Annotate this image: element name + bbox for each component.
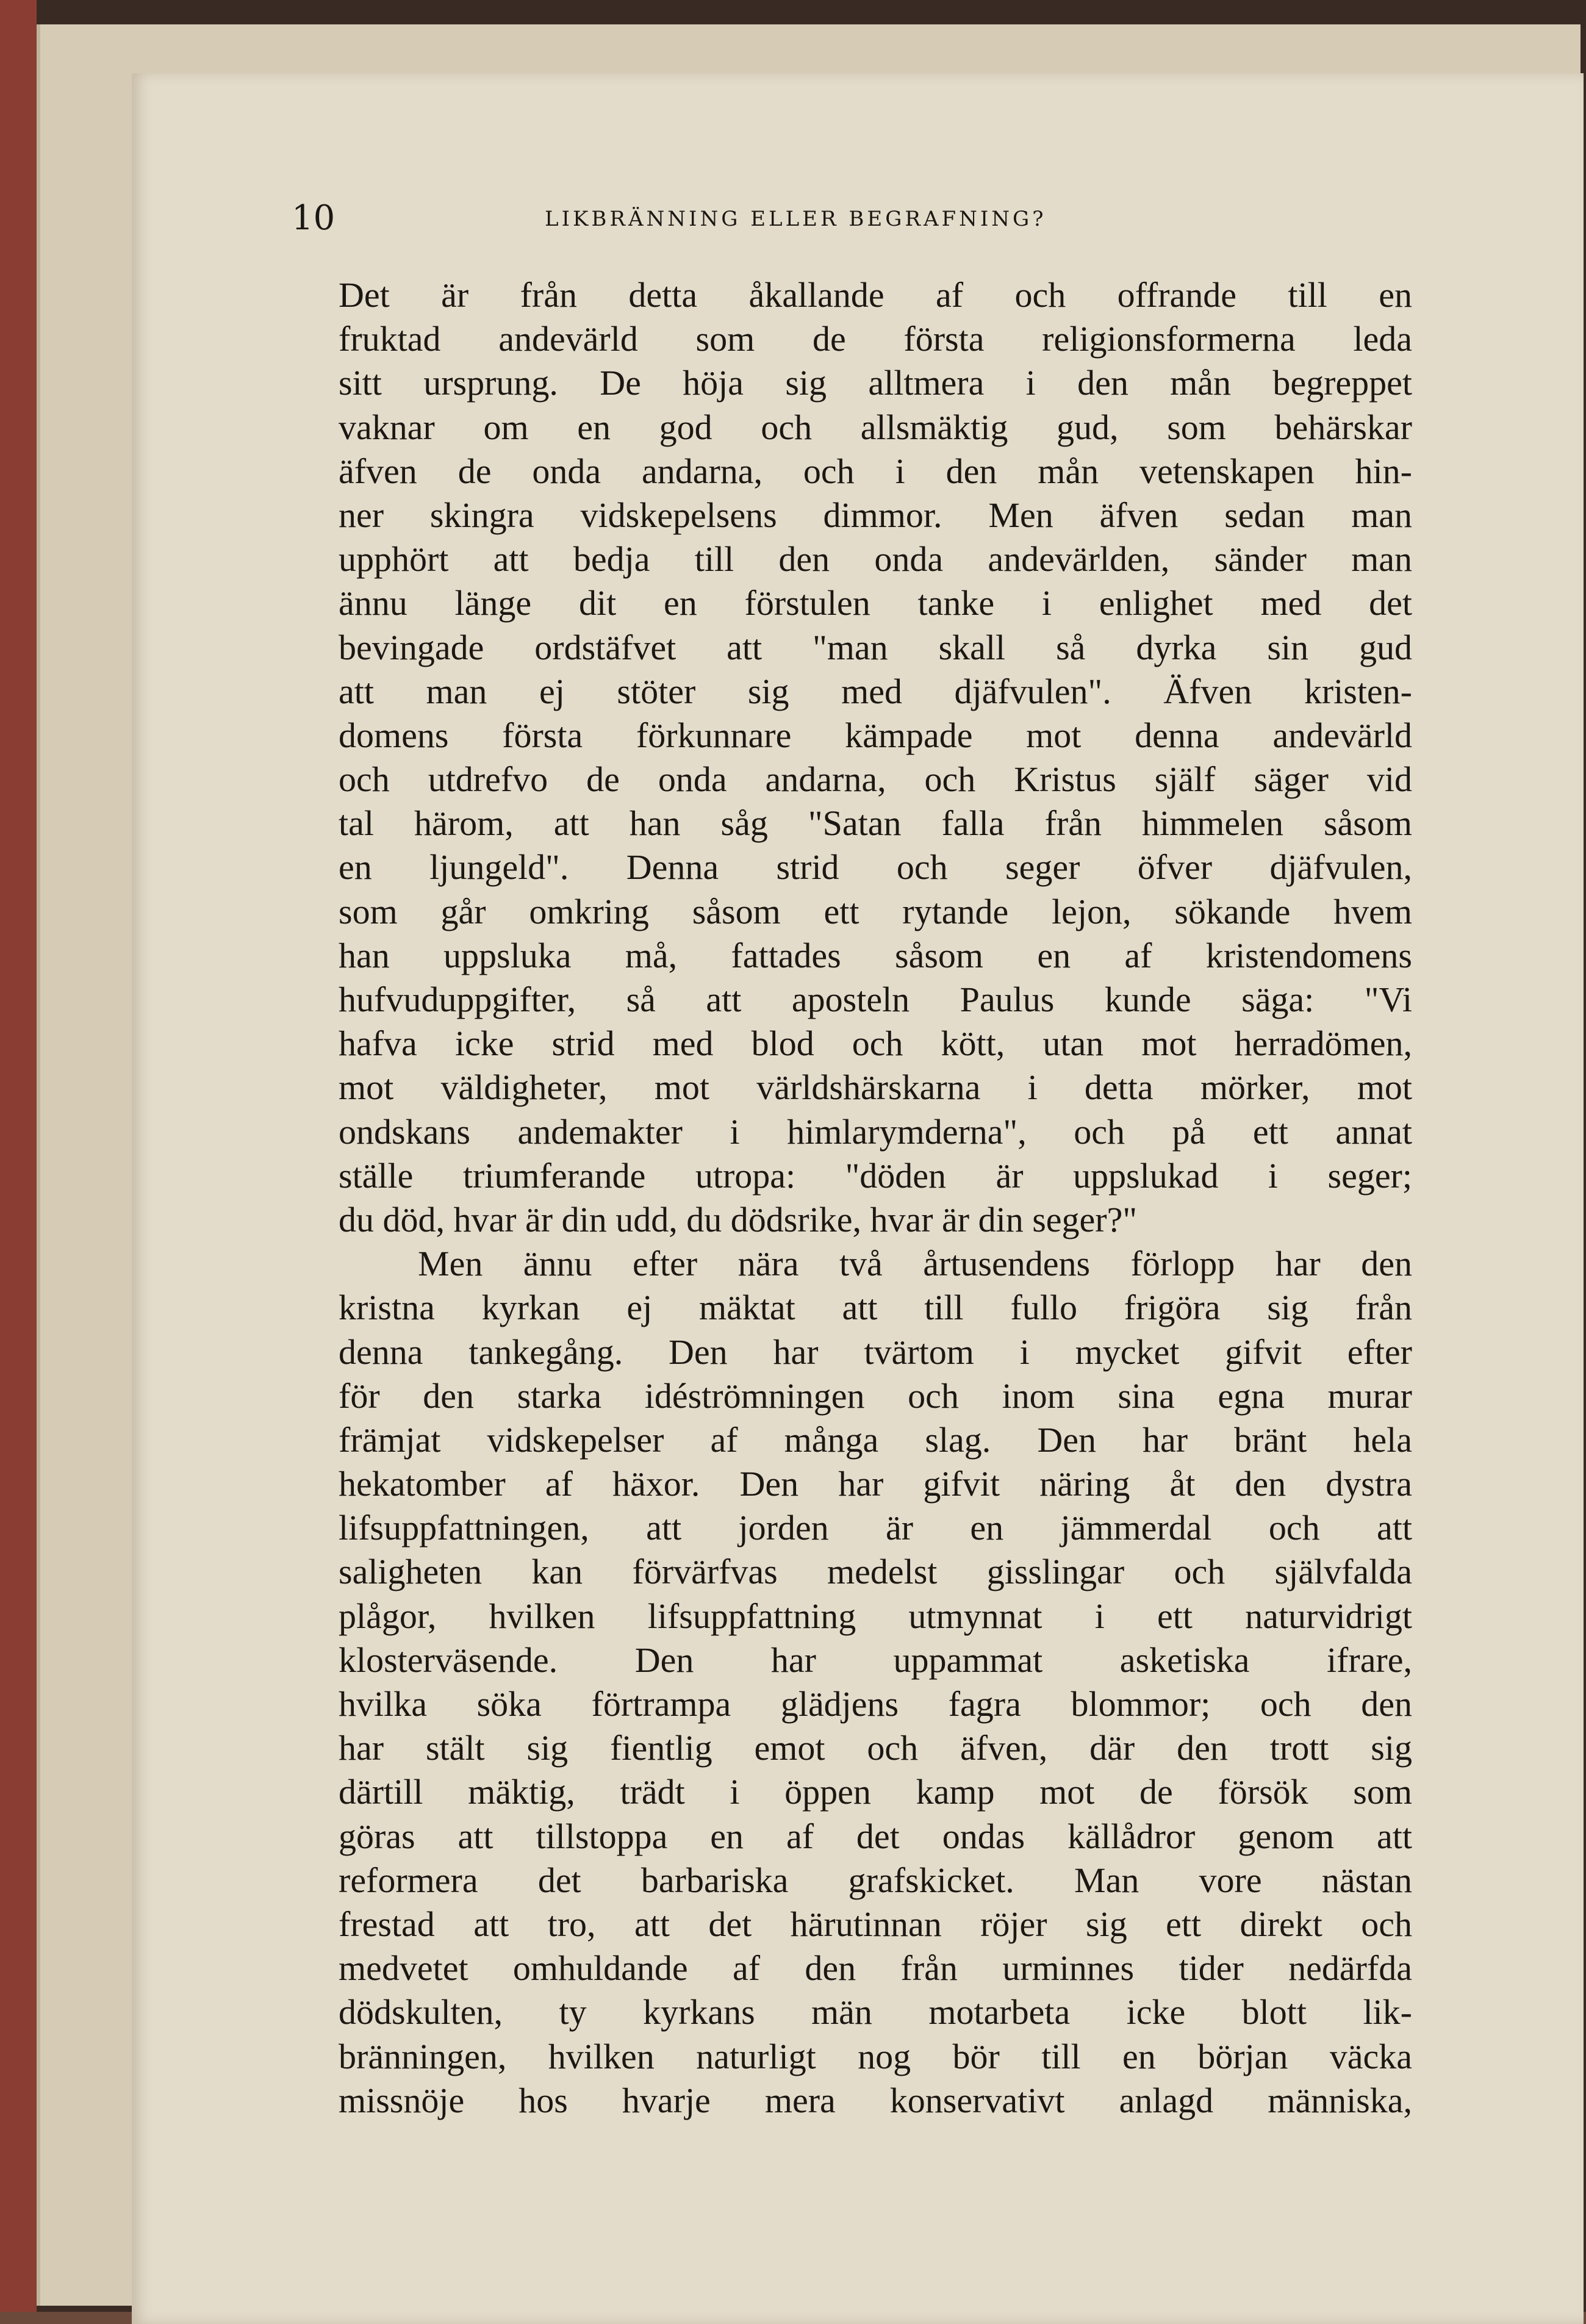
text-line: en ljungeld". Denna strid och seger öfver djäfvulen, — [339, 847, 1412, 888]
text-line: hufvuduppgifter, så att aposteln Paulus kunde säga: "Vi — [339, 980, 1412, 1019]
text-line: att man ej stöter sig med djäfvulen". Äfven kristen- — [339, 671, 1412, 711]
text-line: frestad att tro, att det härutinnan röjer sig ett direkt och — [339, 1904, 1412, 1944]
text-line: som går omkring såsom ett rytande lejon, sökande hvem — [339, 891, 1412, 931]
text-line: därtill mäktig, trädt i öppen kamp mot de försök som — [339, 1772, 1412, 1812]
text-line: för den starka idéströmningen och inom sina egna murar — [339, 1375, 1412, 1416]
text-line: saligheten kan förvärfvas medelst gisslingar och självfalda — [339, 1552, 1412, 1592]
text-line: klosterväsende. Den har uppammat asketiska ifrare, — [339, 1640, 1412, 1680]
text-line: Men ännu efter nära två årtusendens förlopp har den — [418, 1244, 1412, 1284]
text-line: domens första förkunnare kämpade mot denna andevärld — [339, 715, 1412, 755]
text-line: plågor, hvilken lifsuppfattning utmynnat i ett naturvidrigt — [339, 1596, 1412, 1636]
text-line: du död, hvar är din udd, du dödsrike, hvar är din seger?" — [339, 1199, 1137, 1239]
text-line: lifsuppfattningen, att jorden är en jämmerdal och att — [339, 1508, 1412, 1548]
book-cover-edge — [0, 0, 37, 2312]
text-line: Det är från detta åkallande af och offrande till en — [339, 275, 1412, 315]
text-line: denna tankegång. Den har tvärtom i mycket gifvit efter — [339, 1332, 1412, 1372]
text-line: han uppsluka må, fattades såsom en af kristendomens — [339, 935, 1412, 975]
text-line: upphört att bedja till den onda andevärlden, sänder man — [339, 539, 1412, 579]
text-line: mot väldigheter, mot världshärskarna i detta mörker, mot — [339, 1067, 1412, 1108]
text-line: bevingade ordstäfvet att "man skall så dyrka sin gud — [339, 627, 1412, 667]
text-line: hafva icke strid med blod och kött, utan mot herradömen, — [339, 1024, 1412, 1064]
text-line: sitt ursprung. De höja sig alltmera i den mån begreppet — [339, 363, 1412, 403]
text-line: hekatomber af häxor. Den har gifvit näring åt den dystra — [339, 1464, 1412, 1504]
text-line: dödskulten, ty kyrkans män motarbeta icke blott lik- — [339, 1992, 1412, 2032]
body-text — [339, 273, 1412, 2123]
text-line: reformera det barbariska grafskicket. Man vore nästan — [339, 1860, 1412, 1900]
text-line: ännu länge dit en förstulen tanke i enlighet med det — [339, 583, 1412, 623]
text-line: medvetet omhuldande af den från urminnes tider nedärfda — [339, 1948, 1412, 1989]
page-number: 10 — [292, 198, 336, 238]
text-line: har stält sig fientlig emot och äfven, där den trott sig — [339, 1728, 1412, 1768]
text-line: göras att tillstoppa en af det ondas källådror genom att — [339, 1816, 1412, 1856]
running-title: LIKBRÄNNING ELLER BEGRAFNING? — [545, 207, 1047, 231]
text-line: ner skingra vidskepelsens dimmor. Men äfven sedan man — [339, 495, 1412, 535]
text-line: kristna kyrkan ej mäktat att till fullo frigöra sig från — [339, 1288, 1412, 1328]
text-line: äfven de onda andarna, och i den mån vetenskapen hin- — [339, 451, 1412, 491]
text-line: bränningen, hvilken naturligt nog bör till en början väcka — [339, 2036, 1412, 2076]
text-line: främjat vidskepelser af många slag. Den har bränt hela — [339, 1419, 1412, 1460]
text-line: och utdrefvo de onda andarna, och Kristus själf säger vid — [339, 759, 1412, 800]
text-line: vaknar om en god och allsmäktig gud, som behärskar — [339, 407, 1412, 447]
text-line: ondskans andemakter i himlarymderna", och på ett annat — [339, 1111, 1412, 1152]
text-line: ställe triumferande utropa: "döden är uppslukad i seger; — [339, 1155, 1412, 1196]
text-line: fruktad andevärld som de första religionsformerna leda — [339, 319, 1412, 359]
text-line: hvilka söka förtrampa glädjens fagra blommor; och den — [339, 1684, 1412, 1724]
text-line: tal härom, att han såg "Satan falla från himmelen såsom — [339, 803, 1412, 844]
running-head — [292, 198, 1158, 241]
text-line: missnöje hos hvarje mera konservativt anlagd människa, — [339, 2080, 1412, 2120]
